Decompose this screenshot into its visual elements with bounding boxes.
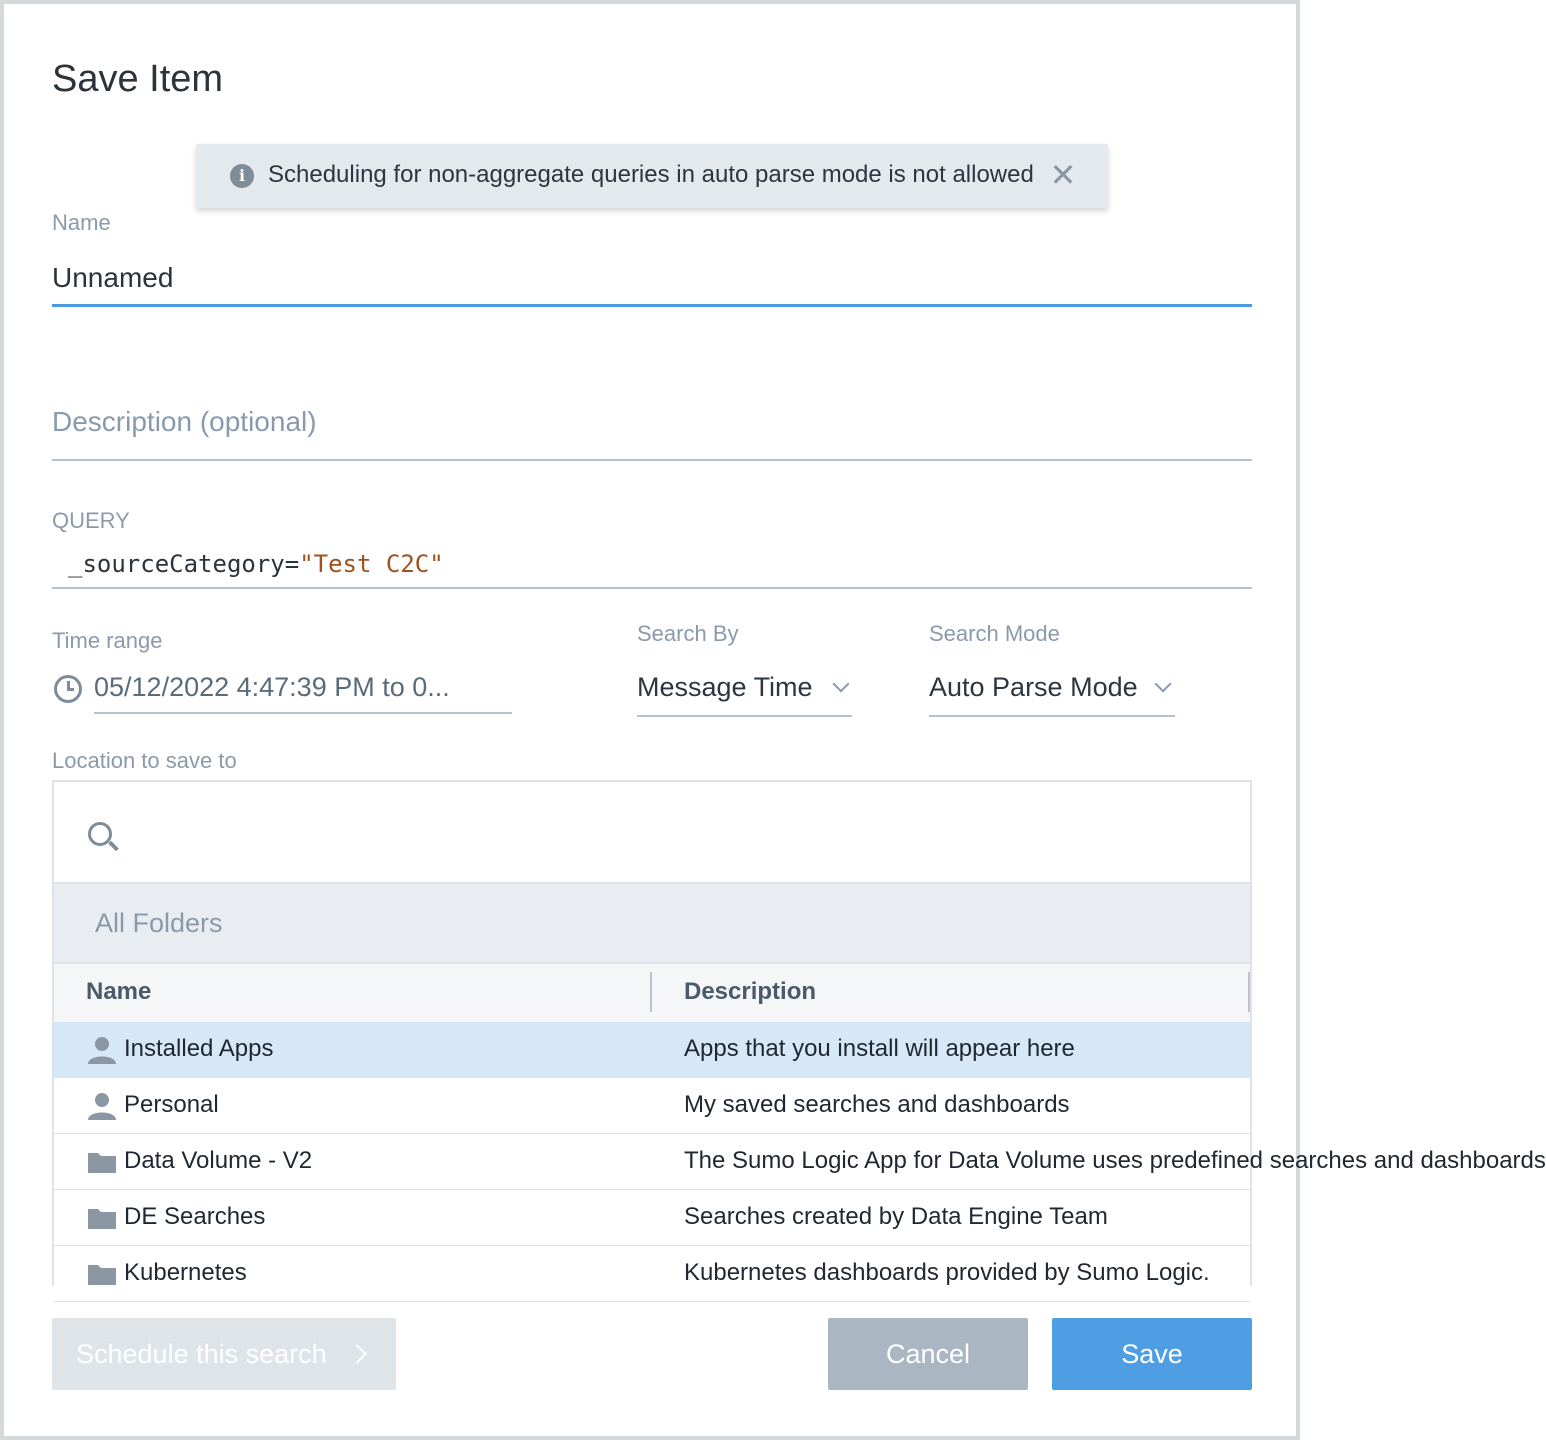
name-input-underline [52, 304, 1252, 307]
query-label: QUERY [52, 508, 130, 533]
dialog-title: Save Item [52, 58, 224, 100]
table-row[interactable] [54, 1246, 1250, 1302]
folder-search-input[interactable] [54, 782, 1250, 880]
folder-icon [86, 1204, 118, 1232]
table-row[interactable] [54, 1078, 1250, 1134]
description-input-underline [52, 459, 1252, 461]
row-name: Installed Apps [124, 1035, 274, 1062]
notification-toast [196, 144, 1108, 208]
row-name: DE Searches [124, 1203, 266, 1230]
name-input[interactable]: Unnamed [52, 262, 174, 293]
column-header-name[interactable]: Name [86, 978, 152, 1005]
user-icon [86, 1092, 118, 1120]
column-resize-handle[interactable] [650, 972, 652, 1012]
column-resize-handle[interactable] [1248, 972, 1250, 1012]
chevron-down-icon [1155, 676, 1172, 693]
description-input[interactable]: Description (optional) [52, 406, 317, 437]
search-mode-label: Search Mode [929, 621, 1060, 646]
row-name: Kubernetes [124, 1259, 247, 1286]
table-row[interactable] [54, 1022, 1250, 1078]
save-button[interactable]: Save [1052, 1318, 1252, 1390]
close-icon[interactable]: ✕ [1049, 157, 1077, 193]
user-icon [86, 1036, 118, 1064]
time-range-picker[interactable]: 05/12/2022 4:47:39 PM to 0... [94, 672, 512, 714]
search-by-label: Search By [637, 621, 739, 646]
info-icon: i [230, 164, 254, 188]
folder-icon [86, 1148, 118, 1176]
search-mode-value: Auto Parse Mode [929, 672, 1138, 702]
search-by-value: Message Time [637, 672, 813, 702]
search-mode-select[interactable] [929, 672, 1175, 717]
time-range-label: Time range [52, 628, 163, 653]
cancel-button[interactable]: Cancel [828, 1318, 1028, 1390]
breadcrumb-all-folders[interactable]: All Folders [95, 908, 223, 938]
row-name: Data Volume - V2 [124, 1147, 313, 1174]
name-label: Name [52, 210, 111, 235]
schedule-search-label: Schedule this search [76, 1338, 327, 1369]
schedule-search-button[interactable] [52, 1318, 396, 1390]
search-by-select[interactable] [637, 672, 852, 717]
query-value: "Test C2C" [299, 550, 444, 578]
location-browser [52, 780, 1546, 1286]
folder-icon [86, 1260, 118, 1288]
breadcrumb [54, 882, 1250, 962]
row-description: The Sumo Logic App for Data Volume uses predefined searches and dashboards [684, 1147, 1546, 1174]
query-text[interactable] [68, 550, 444, 578]
row-description: Searches created by Data Engine Team [684, 1203, 1108, 1230]
clock-icon [54, 675, 82, 703]
row-description: Apps that you install will appear here [684, 1035, 1075, 1062]
row-name: Personal [124, 1091, 219, 1118]
column-header-description[interactable]: Description [684, 978, 817, 1005]
row-description: Kubernetes dashboards provided by Sumo Logic. [684, 1259, 1210, 1286]
chevron-right-icon [347, 1344, 367, 1364]
chevron-down-icon [833, 676, 850, 693]
query-underline [52, 587, 1252, 589]
table-header [54, 962, 1250, 1023]
search-icon [88, 822, 112, 846]
table-row[interactable] [54, 1190, 1250, 1246]
table-row[interactable] [54, 1134, 1546, 1190]
query-key: _sourceCategory= [68, 550, 300, 578]
location-label: Location to save to [52, 748, 237, 773]
row-description: My saved searches and dashboards [684, 1091, 1070, 1118]
toast-message: Scheduling for non-aggregate queries in auto parse mode is not allowed [268, 161, 1034, 188]
